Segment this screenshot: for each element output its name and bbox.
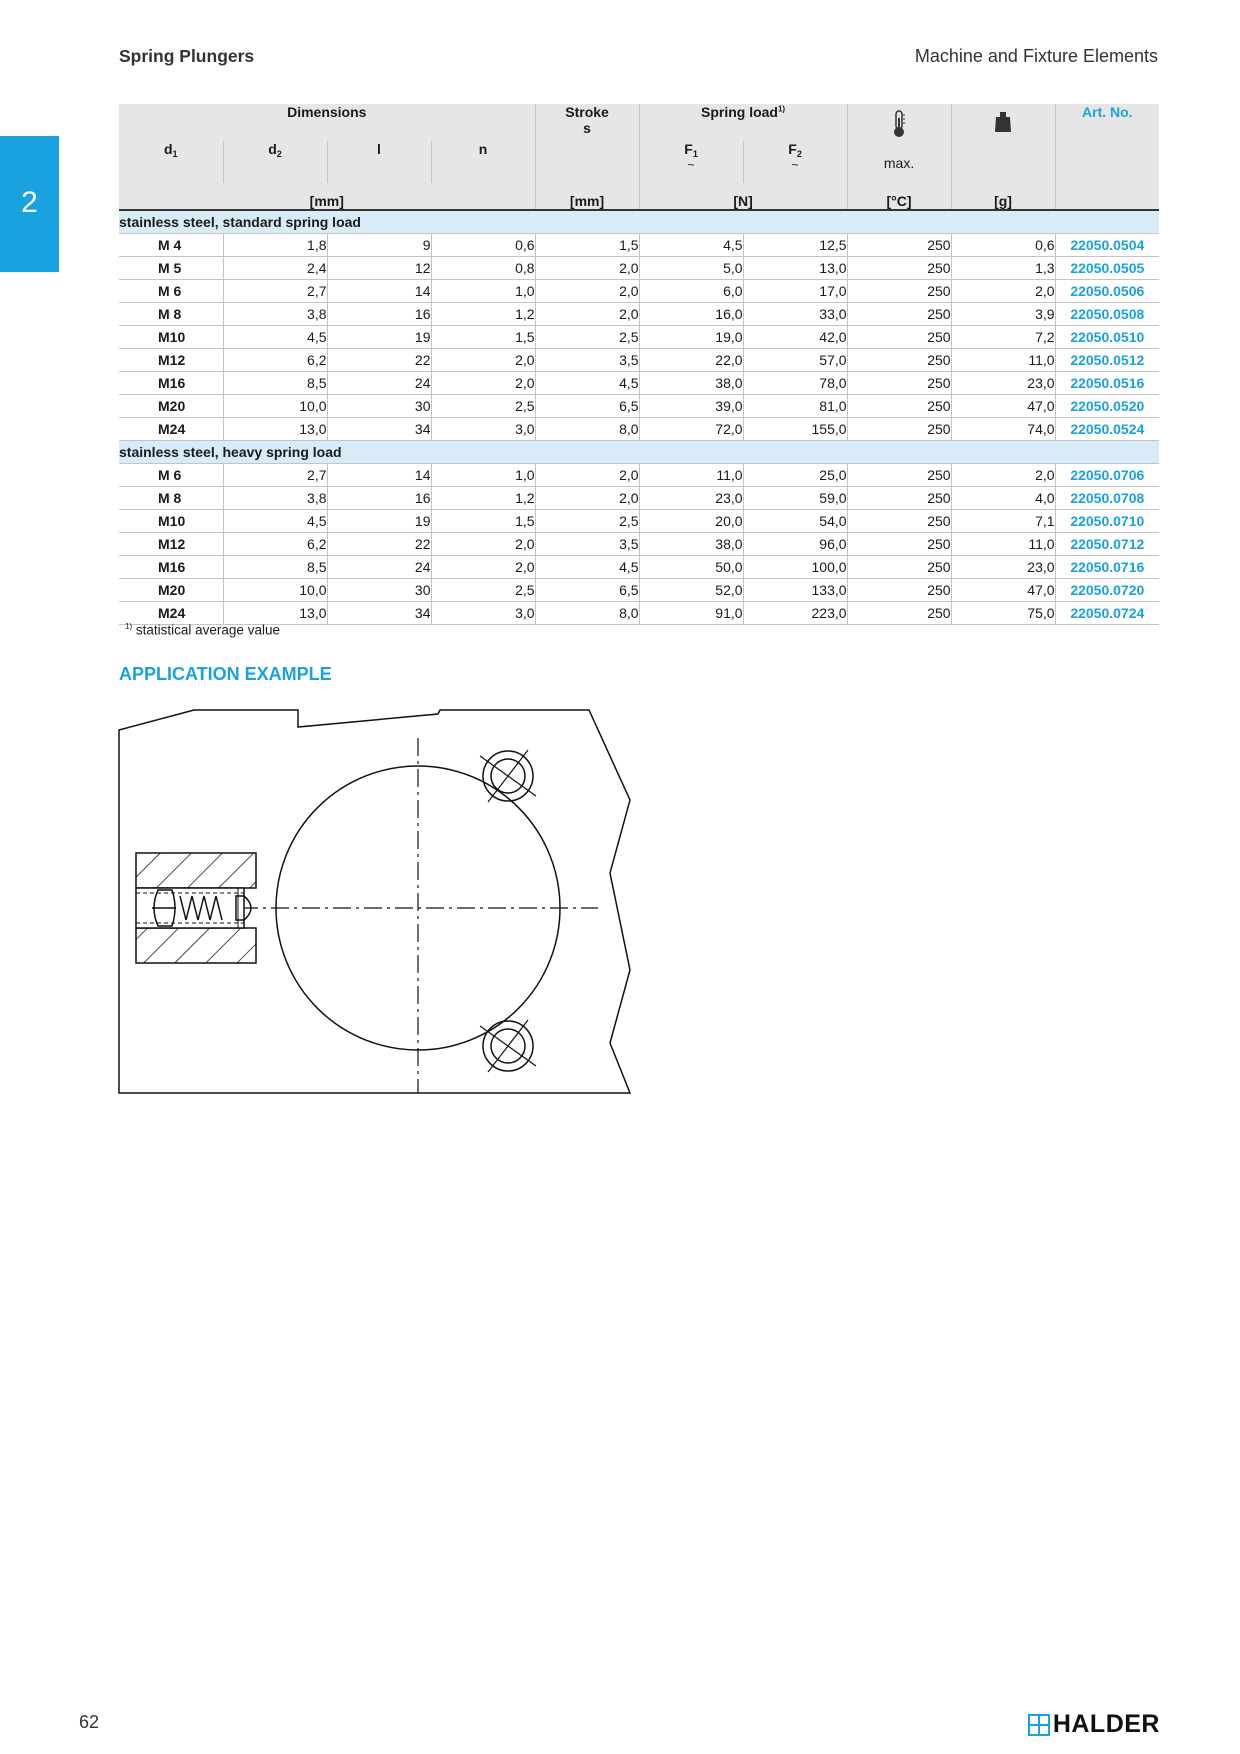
- screw-top: [480, 750, 536, 802]
- table-cell: 6,0: [639, 280, 743, 303]
- table-row: [119, 303, 1159, 326]
- table-cell: 250: [847, 418, 951, 441]
- header-d1: $d_1$: [119, 141, 223, 183]
- halder-logo: [1028, 1710, 1160, 1739]
- table-cell: 9: [327, 234, 431, 257]
- table-cell: 57,0: [743, 349, 847, 372]
- table-row: [119, 349, 1159, 372]
- table-cell: 2,0: [951, 280, 1055, 303]
- unit-dimensions: [mm]: [119, 183, 535, 210]
- table-cell: 59,0: [743, 487, 847, 510]
- table-cell: 223,0: [743, 602, 847, 625]
- table-cell: 1,5: [431, 510, 535, 533]
- table-cell: 0,6: [431, 234, 535, 257]
- header-stroke: Stroke s: [535, 104, 639, 141]
- table-cell: 6,2: [223, 533, 327, 556]
- spec-table: [119, 104, 1159, 625]
- table-row: [119, 418, 1159, 441]
- table-cell: 11,0: [951, 349, 1055, 372]
- table-cell: 1,2: [431, 487, 535, 510]
- table-cell: 2,0: [535, 487, 639, 510]
- table-cell: 1,5: [431, 326, 535, 349]
- weight-icon: [994, 112, 1012, 132]
- article-number-link[interactable]: 22050.0516: [1055, 372, 1159, 395]
- halder-logo-icon: [1028, 1714, 1050, 1736]
- header-f1: $F_1$ ~: [639, 141, 743, 183]
- table-cell: 3,9: [951, 303, 1055, 326]
- article-number-link[interactable]: 22050.0724: [1055, 602, 1159, 625]
- table-cell: 24: [327, 556, 431, 579]
- section-header: [119, 441, 1159, 464]
- table-cell: 1,5: [535, 234, 639, 257]
- table-cell: 2,0: [431, 349, 535, 372]
- table-cell: M 4: [119, 234, 223, 257]
- table-cell: 23,0: [951, 372, 1055, 395]
- table-cell: 2,0: [535, 464, 639, 487]
- table-cell: 8,5: [223, 556, 327, 579]
- table-cell: 19,0: [639, 326, 743, 349]
- table-cell: 33,0: [743, 303, 847, 326]
- table-cell: 2,7: [223, 280, 327, 303]
- article-number-link[interactable]: 22050.0510: [1055, 326, 1159, 349]
- table-cell: M20: [119, 395, 223, 418]
- unit-weight: [g]: [951, 183, 1055, 210]
- thermometer-icon: [892, 110, 906, 138]
- table-cell: 91,0: [639, 602, 743, 625]
- table-cell: 54,0: [743, 510, 847, 533]
- table-cell: 2,0: [951, 464, 1055, 487]
- section-title: stainless steel, standard spring load: [119, 210, 1159, 234]
- article-number-link[interactable]: 22050.0505: [1055, 257, 1159, 280]
- article-number-link[interactable]: 22050.0712: [1055, 533, 1159, 556]
- table-cell: M12: [119, 349, 223, 372]
- application-drawing: [118, 708, 648, 1103]
- table-cell: 4,0: [951, 487, 1055, 510]
- table-cell: 17,0: [743, 280, 847, 303]
- header-art-no: Art. No.: [1055, 104, 1159, 183]
- table-row: [119, 234, 1159, 257]
- table-cell: M20: [119, 579, 223, 602]
- header-weight: [951, 104, 1055, 183]
- table-cell: 74,0: [951, 418, 1055, 441]
- table-cell: 16,0: [639, 303, 743, 326]
- table-cell: 16: [327, 487, 431, 510]
- table-cell: 50,0: [639, 556, 743, 579]
- table-cell: 2,0: [431, 556, 535, 579]
- table-row: [119, 395, 1159, 418]
- table-cell: 10,0: [223, 395, 327, 418]
- table-cell: 81,0: [743, 395, 847, 418]
- table-cell: 250: [847, 257, 951, 280]
- table-cell: 2,0: [535, 280, 639, 303]
- table-cell: 11,0: [951, 533, 1055, 556]
- screw-bottom: [480, 1020, 536, 1072]
- table-cell: 3,8: [223, 303, 327, 326]
- article-number-link[interactable]: 22050.0706: [1055, 464, 1159, 487]
- table-cell: 8,0: [535, 418, 639, 441]
- table-cell: 3,8: [223, 487, 327, 510]
- table-row: [119, 556, 1159, 579]
- table-cell: M 6: [119, 464, 223, 487]
- article-number-link[interactable]: 22050.0710: [1055, 510, 1159, 533]
- table-cell: 7,1: [951, 510, 1055, 533]
- table-cell: 34: [327, 602, 431, 625]
- table-cell: 250: [847, 510, 951, 533]
- table-cell: 250: [847, 395, 951, 418]
- table-cell: 250: [847, 579, 951, 602]
- header-spring-load: Spring load$^{1)}$: [639, 104, 847, 141]
- table-cell: 7,2: [951, 326, 1055, 349]
- table-cell: 30: [327, 395, 431, 418]
- table-cell: 16: [327, 303, 431, 326]
- table-cell: 1,2: [431, 303, 535, 326]
- table-cell: 250: [847, 556, 951, 579]
- article-number-link[interactable]: 22050.0716: [1055, 556, 1159, 579]
- table-row: [119, 257, 1159, 280]
- table-cell: 13,0: [743, 257, 847, 280]
- table-cell: 3,0: [431, 602, 535, 625]
- table-cell: 250: [847, 487, 951, 510]
- table-cell: 10,0: [223, 579, 327, 602]
- table-cell: M 5: [119, 257, 223, 280]
- table-cell: 2,0: [535, 303, 639, 326]
- table-cell: 30: [327, 579, 431, 602]
- table-row: [119, 533, 1159, 556]
- document-category: Machine and Fixture Elements: [914, 46, 1158, 66]
- unit-spring-load: [N]: [639, 183, 847, 210]
- table-cell: 250: [847, 349, 951, 372]
- table-cell: 78,0: [743, 372, 847, 395]
- table-cell: 6,2: [223, 349, 327, 372]
- table-cell: 1,0: [431, 464, 535, 487]
- table-cell: M16: [119, 372, 223, 395]
- table-cell: 11,0: [639, 464, 743, 487]
- table-cell: 52,0: [639, 579, 743, 602]
- table-cell: 20,0: [639, 510, 743, 533]
- table-cell: 3,5: [535, 349, 639, 372]
- table-cell: 4,5: [223, 510, 327, 533]
- unit-temperature: [°C]: [847, 183, 951, 210]
- table-cell: 14: [327, 464, 431, 487]
- table-cell: 22: [327, 533, 431, 556]
- table-cell: 5,0: [639, 257, 743, 280]
- article-number-link[interactable]: 22050.0720: [1055, 579, 1159, 602]
- table-cell: 13,0: [223, 602, 327, 625]
- table-cell: 155,0: [743, 418, 847, 441]
- table-cell: 1,0: [431, 280, 535, 303]
- chapter-tab: [0, 136, 59, 272]
- table-cell: 19: [327, 326, 431, 349]
- table-cell: M 8: [119, 303, 223, 326]
- table-cell: 47,0: [951, 395, 1055, 418]
- application-title: APPLICATION EXAMPLE: [119, 664, 332, 684]
- table-cell: 39,0: [639, 395, 743, 418]
- table-cell: 42,0: [743, 326, 847, 349]
- table-cell: M 6: [119, 280, 223, 303]
- table-cell: 14: [327, 280, 431, 303]
- table-row: [119, 579, 1159, 602]
- table-cell: 22: [327, 349, 431, 372]
- table-cell: 1,8: [223, 234, 327, 257]
- table-cell: 12: [327, 257, 431, 280]
- table-cell: 34: [327, 418, 431, 441]
- header-temperature: [847, 104, 951, 183]
- table-row: [119, 326, 1159, 349]
- table-row: [119, 487, 1159, 510]
- spring-plunger-section: [136, 853, 256, 963]
- header-l: l: [327, 141, 431, 183]
- article-number-link[interactable]: 22050.0504: [1055, 234, 1159, 257]
- table-cell: 2,0: [535, 257, 639, 280]
- table-cell: 8,5: [223, 372, 327, 395]
- table-cell: 23,0: [639, 487, 743, 510]
- table-cell: 2,5: [535, 510, 639, 533]
- table-cell: 250: [847, 280, 951, 303]
- table-cell: 2,5: [535, 326, 639, 349]
- page-number: 62: [79, 1712, 100, 1732]
- table-cell: 38,0: [639, 533, 743, 556]
- table-cell: 2,5: [431, 395, 535, 418]
- table-cell: 2,7: [223, 464, 327, 487]
- footnote: $^{1)}$ statistical average value: [125, 622, 280, 638]
- header-dimensions: Dimensions: [119, 104, 535, 141]
- table-cell: 250: [847, 602, 951, 625]
- header-f2: $F_2$ ~: [743, 141, 847, 183]
- table-cell: M12: [119, 533, 223, 556]
- max-label: max.: [883, 155, 915, 171]
- table-cell: M16: [119, 556, 223, 579]
- table-cell: 100,0: [743, 556, 847, 579]
- unit-stroke: [mm]: [535, 183, 639, 210]
- table-cell: 12,5: [743, 234, 847, 257]
- table-cell: 0,8: [431, 257, 535, 280]
- table-cell: 250: [847, 234, 951, 257]
- table-row: [119, 280, 1159, 303]
- section-header: [119, 210, 1159, 234]
- table-cell: 3,5: [535, 533, 639, 556]
- table-cell: 24: [327, 372, 431, 395]
- table-row: [119, 464, 1159, 487]
- table-cell: 4,5: [535, 372, 639, 395]
- table-row: [119, 510, 1159, 533]
- table-cell: 22,0: [639, 349, 743, 372]
- table-cell: M24: [119, 602, 223, 625]
- table-cell: 6,5: [535, 395, 639, 418]
- table-cell: 75,0: [951, 602, 1055, 625]
- table-cell: 38,0: [639, 372, 743, 395]
- table-cell: 133,0: [743, 579, 847, 602]
- table-cell: 2,5: [431, 579, 535, 602]
- table-cell: 4,5: [535, 556, 639, 579]
- table-cell: 250: [847, 464, 951, 487]
- table-cell: 8,0: [535, 602, 639, 625]
- article-number-link[interactable]: 22050.0520: [1055, 395, 1159, 418]
- article-number-link[interactable]: 22050.0506: [1055, 280, 1159, 303]
- table-cell: 250: [847, 326, 951, 349]
- table-cell: 250: [847, 372, 951, 395]
- table-cell: 25,0: [743, 464, 847, 487]
- header-n: n: [431, 141, 535, 183]
- chapter-number: 2: [21, 186, 38, 219]
- table-row: [119, 372, 1159, 395]
- table-cell: 96,0: [743, 533, 847, 556]
- header-d2: $d_2$: [223, 141, 327, 183]
- table-cell: 6,5: [535, 579, 639, 602]
- table-cell: 0,6: [951, 234, 1055, 257]
- article-number-link[interactable]: 22050.0708: [1055, 487, 1159, 510]
- table-cell: 250: [847, 303, 951, 326]
- table-cell: 19: [327, 510, 431, 533]
- table-cell: 2,0: [431, 533, 535, 556]
- table-cell: 1,3: [951, 257, 1055, 280]
- table-cell: 2,0: [431, 372, 535, 395]
- table-cell: 72,0: [639, 418, 743, 441]
- table-cell: 3,0: [431, 418, 535, 441]
- table-cell: M10: [119, 510, 223, 533]
- table-cell: 47,0: [951, 579, 1055, 602]
- article-number-link[interactable]: 22050.0524: [1055, 418, 1159, 441]
- table-cell: 4,5: [223, 326, 327, 349]
- table-cell: 4,5: [639, 234, 743, 257]
- article-number-link[interactable]: 22050.0508: [1055, 303, 1159, 326]
- table-cell: 23,0: [951, 556, 1055, 579]
- article-number-link[interactable]: 22050.0512: [1055, 349, 1159, 372]
- document-title: Spring Plungers: [119, 46, 255, 66]
- section-title: stainless steel, heavy spring load: [119, 441, 1159, 464]
- table-cell: 250: [847, 533, 951, 556]
- table-cell: 2,4: [223, 257, 327, 280]
- table-cell: M 8: [119, 487, 223, 510]
- table-cell: 13,0: [223, 418, 327, 441]
- table-cell: M10: [119, 326, 223, 349]
- table-cell: M24: [119, 418, 223, 441]
- brand-name: HALDER: [1052, 1710, 1160, 1738]
